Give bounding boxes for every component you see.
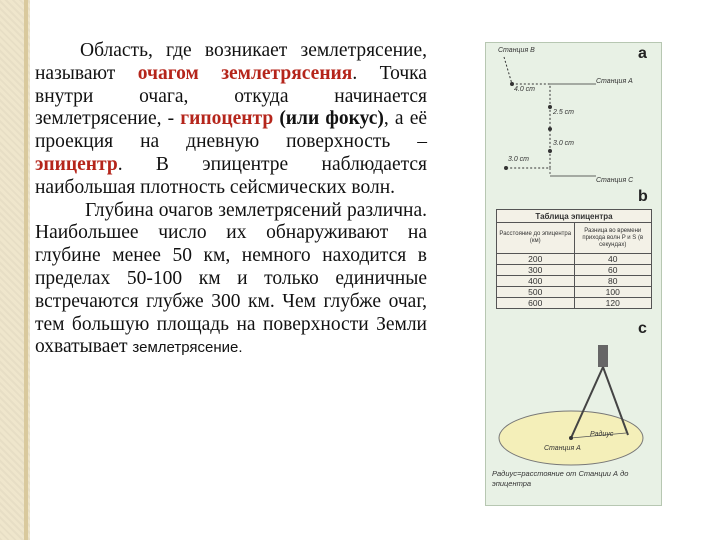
label-radius: Радиус: [590, 431, 614, 438]
table-row: [497, 265, 652, 276]
point-icon: [548, 127, 552, 131]
figure-letter-b: b: [638, 188, 648, 205]
radius-caption: Радиус=расстояние от Станции А до эпицентра: [492, 469, 629, 488]
label-station-b: Станция В: [498, 47, 535, 54]
p1-text-h: . В эпицентре наблюдается наибольшая плотность сейсмических волн.: [35, 153, 427, 198]
label-station-c: Станция С: [596, 177, 634, 184]
term-epicenter: эпицентр: [35, 153, 118, 175]
table-cell: 200: [497, 254, 575, 265]
p2-text-b: землетрясение.: [132, 339, 243, 357]
p1-text-c: . Точка внутри очага, откуда начинается землетрясение, -: [35, 62, 427, 130]
table-cell: 80: [574, 276, 652, 287]
point-icon: [504, 166, 508, 170]
table-row: [497, 276, 652, 287]
table-cell: 400: [497, 276, 575, 287]
p1-text-f: , а её проекция на дневную поверхность –: [35, 108, 428, 153]
table-cell: 40: [574, 254, 652, 265]
paragraph-2: [35, 200, 427, 361]
figure-letter-c: c: [638, 320, 647, 337]
point-icon: [548, 105, 552, 109]
epicenter-table: [496, 209, 652, 309]
table-row: [497, 254, 652, 265]
table-cell: 120: [574, 298, 652, 309]
label-distance-2: 2.5 cm: [553, 109, 575, 116]
table-row: [497, 287, 652, 298]
figure-letter-a: a: [638, 45, 647, 62]
p2-text-a: Глубина очагов землетрясений различна. Наибольшее число их обнаруживают на глубине менее 50 км, немного находится в пределах 50-100 км и только единичные встречаются глубже 300 км. Чем глубже очаг, тем большую площадь на поверхности Земли охватывает: [35, 199, 427, 358]
table-row: [497, 298, 652, 309]
label-distance-1: 4.0 cm: [514, 86, 536, 93]
table-cell: 100: [574, 287, 652, 298]
paragraph-1: [35, 40, 427, 200]
table-title: Таблица эпицентра: [497, 210, 652, 223]
table-cell: 300: [497, 265, 575, 276]
table-cell: 600: [497, 298, 575, 309]
decorative-accent-bar: [24, 0, 28, 540]
point-icon: [548, 149, 552, 153]
label-station-a: Станция А: [596, 78, 633, 85]
term-hypocenter: гипоцентр: [180, 108, 274, 130]
table-header-time-diff: Разница во времени прихода волн P и S (в секундах): [574, 223, 652, 254]
term-earthquake-focus: очагом землетрясения: [137, 62, 353, 84]
term-focus-alt: (или фокус): [273, 108, 384, 130]
p1-text-a: Область, где возникает землетрясение, называют: [35, 40, 427, 84]
station-point-icon: [569, 436, 573, 440]
seismogram-lines: [504, 57, 550, 168]
table-cell: 60: [574, 265, 652, 276]
table-header-distance: Расстояние до эпицентра (км): [497, 223, 575, 254]
label-distance-3: 3.0 cm: [553, 140, 575, 147]
label-station-a-circle: Станция А: [544, 445, 581, 452]
epicenter-figure: [485, 42, 662, 506]
body-text: [35, 40, 427, 360]
compass-head: [598, 345, 608, 367]
table-cell: 500: [497, 287, 575, 298]
label-distance-4: 3.0 cm: [508, 156, 530, 163]
